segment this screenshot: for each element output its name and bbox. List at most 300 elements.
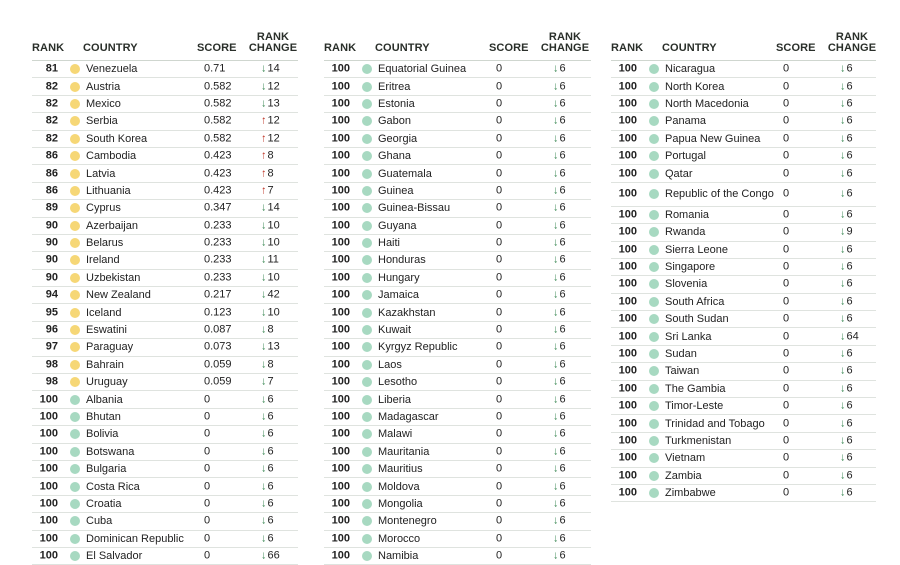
rank-change-cell (261, 481, 274, 492)
table-row (324, 270, 591, 287)
arrow-down-icon: ↓ (553, 497, 559, 510)
score-cell: 0 (783, 451, 790, 464)
country-cell: Mongolia (378, 497, 423, 510)
yellow-dot-icon (70, 360, 80, 370)
country-cell: Trinidad and Tobago (665, 417, 765, 430)
rank-change-value: 8 (267, 358, 274, 371)
rank-change-value: 6 (559, 306, 566, 319)
green-dot-icon (649, 189, 659, 199)
country-cell: Guinea (378, 184, 414, 197)
rank-change-cell (261, 533, 274, 544)
green-dot-icon (362, 116, 372, 126)
score-cell: 0 (783, 208, 790, 221)
arrow-down-icon: ↓ (553, 358, 559, 371)
table-row (324, 548, 591, 565)
score-cell: 0.087 (204, 323, 232, 336)
score-cell: 0 (783, 260, 790, 273)
arrow-down-icon: ↓ (261, 445, 267, 458)
score-cell: 0 (783, 132, 790, 145)
rank-cell: 100 (331, 497, 350, 510)
country-cell: Ireland (86, 254, 120, 267)
rank-change-cell (840, 151, 853, 162)
rank-change-cell (553, 481, 566, 492)
green-dot-icon (70, 429, 80, 439)
green-dot-icon (649, 134, 659, 144)
rank-change-cell (261, 255, 279, 266)
arrow-down-icon: ↓ (553, 532, 559, 545)
rank-change-cell (553, 342, 566, 353)
green-dot-icon (649, 82, 659, 92)
table-row (611, 433, 876, 450)
table-row (32, 548, 298, 565)
rank-change-value: 6 (846, 114, 853, 127)
green-dot-icon (70, 516, 80, 526)
rank-change-value: 6 (559, 219, 566, 232)
green-dot-icon (362, 429, 372, 439)
rank-change-cell (840, 209, 853, 220)
rank-change-cell (840, 116, 853, 127)
rank-cell: 86 (45, 184, 58, 197)
score-cell: 0.423 (204, 184, 232, 197)
country-cell: Dominican Republic (86, 532, 184, 545)
table-body (324, 61, 591, 565)
rank-change-value: 6 (267, 393, 274, 406)
green-dot-icon (649, 262, 659, 272)
rank-change-value: 6 (559, 532, 566, 545)
rank-change-cell (840, 262, 853, 273)
table-row (32, 148, 298, 165)
score-cell: 0 (783, 347, 790, 360)
score-cell: 0 (496, 253, 503, 266)
country-cell: Liberia (378, 393, 412, 406)
country-cell: North Korea (665, 80, 725, 93)
table-row (611, 165, 876, 182)
arrow-down-icon: ↓ (261, 323, 267, 336)
arrow-down-icon: ↓ (261, 497, 267, 510)
ranking-table-column-2 (324, 30, 591, 565)
rank-change-cell (553, 151, 566, 162)
yellow-dot-icon (70, 377, 80, 387)
arrow-down-icon: ↓ (840, 62, 846, 75)
rank-change-cell (261, 203, 280, 214)
rank-change-value: 6 (846, 347, 853, 360)
rank-change-cell (840, 64, 853, 75)
arrow-down-icon: ↓ (261, 514, 267, 527)
score-cell: 0.059 (204, 375, 232, 388)
country-cell: Croatia (86, 497, 122, 510)
country-cell: Slovenia (665, 278, 708, 291)
country-cell: Costa Rica (86, 480, 140, 493)
rank-change-cell (261, 342, 280, 353)
yellow-dot-icon (70, 221, 80, 231)
country-cell: Rwanda (665, 226, 706, 239)
rank-change-value: 6 (559, 480, 566, 493)
arrow-down-icon: ↓ (261, 427, 267, 440)
rank-change-cell (553, 290, 566, 301)
table-row (611, 207, 876, 224)
rank-cell: 100 (618, 243, 637, 256)
yellow-dot-icon (70, 255, 80, 265)
table-row (324, 183, 591, 200)
table-row (611, 363, 876, 380)
rank-cell: 90 (45, 253, 58, 266)
yellow-dot-icon (70, 151, 80, 161)
rank-change-value: 6 (559, 80, 566, 93)
arrow-down-icon: ↓ (553, 445, 559, 458)
arrow-down-icon: ↓ (553, 340, 559, 353)
score-cell: 0 (783, 434, 790, 447)
rank-change-cell (261, 116, 280, 127)
table-row (32, 357, 298, 374)
green-dot-icon (70, 482, 80, 492)
table-row (324, 391, 591, 408)
score-cell: 0 (783, 277, 790, 290)
rank-change-cell (261, 464, 274, 475)
rank-change-value: 6 (846, 97, 853, 110)
rank-change-value: 6 (559, 358, 566, 371)
yellow-dot-icon (70, 64, 80, 74)
arrow-down-icon: ↓ (553, 306, 559, 319)
green-dot-icon (362, 186, 372, 196)
table-row (611, 183, 876, 207)
table-row (32, 200, 298, 217)
country-cell: Albania (86, 393, 123, 406)
rank-change-value: 8 (267, 323, 274, 336)
country-cell: South Korea (86, 132, 148, 145)
green-dot-icon (649, 99, 659, 109)
score-cell: 0.582 (204, 132, 232, 145)
table-row (324, 218, 591, 235)
score-cell: 0 (783, 312, 790, 325)
arrow-down-icon: ↓ (553, 97, 559, 110)
rank-change-value: 6 (267, 410, 274, 423)
country-cell: Panama (665, 115, 706, 128)
rank-change-cell (840, 314, 853, 325)
table-row (611, 294, 876, 311)
rank-cell: 100 (618, 62, 637, 75)
rank-cell: 90 (45, 219, 58, 232)
score-cell: 0 (496, 462, 503, 475)
header-rank-change: RANK CHANGE (827, 31, 877, 54)
country-cell: Mexico (86, 97, 121, 110)
rank-cell: 100 (39, 410, 58, 423)
rank-cell: 100 (39, 393, 58, 406)
rank-change-value: 14 (267, 201, 280, 214)
rank-change-cell (840, 189, 853, 200)
rank-cell: 98 (45, 358, 58, 371)
score-cell: 0 (783, 382, 790, 395)
yellow-dot-icon (70, 99, 80, 109)
green-dot-icon (362, 255, 372, 265)
rank-cell: 100 (331, 253, 350, 266)
rank-cell: 100 (39, 532, 58, 545)
country-cell: Madagascar (378, 411, 439, 423)
score-cell: 0 (496, 514, 503, 527)
country-cell: Botswana (86, 445, 135, 458)
table-row (324, 444, 591, 461)
green-dot-icon (362, 273, 372, 283)
rank-change-value: 6 (559, 462, 566, 475)
green-dot-icon (649, 436, 659, 446)
table-row (32, 339, 298, 356)
green-dot-icon (649, 419, 659, 429)
arrow-down-icon: ↓ (261, 358, 267, 371)
country-cell: Eritrea (378, 80, 411, 93)
header-score: SCORE (197, 42, 237, 54)
table-row (32, 304, 298, 321)
table-row (324, 478, 591, 495)
arrow-down-icon: ↓ (553, 167, 559, 180)
rank-change-cell (261, 151, 274, 162)
score-cell: 0 (204, 410, 211, 423)
rank-change-cell (261, 98, 280, 109)
table-row (324, 131, 591, 148)
rank-cell: 100 (39, 462, 58, 475)
rank-change-value: 6 (846, 382, 853, 395)
score-cell: 0.073 (204, 340, 232, 353)
rank-cell: 100 (331, 114, 350, 127)
arrow-down-icon: ↓ (840, 469, 846, 482)
green-dot-icon (362, 82, 372, 92)
rank-change-value: 6 (267, 514, 274, 527)
table-row (324, 496, 591, 513)
table-row (324, 409, 591, 426)
table-row (324, 148, 591, 165)
arrow-down-icon: ↓ (553, 132, 559, 145)
country-cell: Uzbekistan (86, 271, 141, 284)
rank-change-value: 6 (846, 469, 853, 482)
country-cell: Bhutan (86, 411, 121, 423)
rank-change-value: 14 (267, 62, 280, 75)
green-dot-icon (70, 534, 80, 544)
green-dot-icon (362, 395, 372, 405)
table-row (324, 61, 591, 78)
table-body (611, 61, 876, 502)
rank-cell: 100 (39, 549, 58, 562)
rank-change-cell (840, 331, 859, 342)
arrow-down-icon: ↓ (261, 271, 267, 284)
rank-change-cell (553, 377, 566, 388)
country-cell: Hungary (378, 271, 420, 284)
score-cell: 0 (783, 295, 790, 308)
arrow-down-icon: ↓ (553, 514, 559, 527)
country-cell: Cyprus (86, 202, 121, 215)
rank-change-value: 6 (559, 497, 566, 510)
rank-cell: 100 (618, 167, 637, 180)
rank-cell: 100 (331, 201, 350, 214)
arrow-down-icon: ↓ (553, 80, 559, 93)
rank-cell: 90 (45, 271, 58, 284)
rank-change-value: 6 (559, 375, 566, 388)
rank-change-cell (553, 359, 566, 370)
country-cell: Mauritania (378, 445, 430, 458)
arrow-up-icon: ↑ (261, 132, 267, 145)
table-row (611, 224, 876, 241)
table-row (324, 531, 591, 548)
rank-cell: 100 (39, 445, 58, 458)
rank-change-value: 7 (267, 375, 274, 388)
rank-cell: 100 (39, 480, 58, 493)
score-cell: 0 (204, 549, 211, 562)
rank-change-cell (261, 220, 280, 231)
table-row (611, 61, 876, 78)
score-cell: 0 (204, 497, 211, 510)
rank-change-value: 6 (559, 393, 566, 406)
score-cell: 0 (496, 375, 503, 388)
score-cell: 0.582 (204, 97, 232, 110)
table-row (611, 276, 876, 293)
score-cell: 0 (783, 469, 790, 482)
score-cell: 0 (783, 243, 790, 256)
arrow-down-icon: ↓ (261, 462, 267, 475)
green-dot-icon (649, 349, 659, 359)
rank-cell: 94 (45, 288, 58, 301)
rank-change-value: 6 (559, 149, 566, 162)
arrow-down-icon: ↓ (553, 219, 559, 232)
rank-change-cell (553, 498, 566, 509)
rank-change-cell (840, 453, 853, 464)
rank-change-value: 6 (846, 364, 853, 377)
rank-change-cell (840, 366, 853, 377)
rank-cell: 97 (45, 340, 58, 353)
rank-change-value: 12 (267, 114, 280, 127)
header-rank-change: RANK CHANGE (248, 31, 298, 54)
rank-change-cell (553, 325, 566, 336)
rank-change-cell (553, 203, 566, 214)
rank-change-value: 6 (559, 445, 566, 458)
rank-change-value: 12 (267, 80, 280, 93)
rank-cell: 100 (618, 486, 637, 499)
rank-cell: 100 (331, 306, 350, 319)
country-cell: Sierra Leone (665, 243, 728, 256)
arrow-down-icon: ↓ (553, 549, 559, 562)
country-cell: Portugal (665, 150, 706, 163)
table-row (611, 113, 876, 130)
rank-change-cell (840, 383, 853, 394)
green-dot-icon (649, 401, 659, 411)
table-row (324, 235, 591, 252)
rank-change-value: 6 (559, 201, 566, 214)
country-cell: Singapore (665, 261, 716, 274)
rank-change-cell (840, 349, 853, 360)
arrow-down-icon: ↓ (261, 80, 267, 93)
rank-change-value: 8 (267, 167, 274, 180)
table-row (32, 165, 298, 182)
score-cell: 0 (783, 330, 790, 343)
score-cell: 0 (496, 62, 503, 75)
arrow-down-icon: ↓ (840, 347, 846, 360)
rank-cell: 100 (39, 427, 58, 440)
green-dot-icon (362, 377, 372, 387)
rank-change-value: 6 (559, 114, 566, 127)
rank-change-value: 6 (846, 486, 853, 499)
green-dot-icon (70, 499, 80, 509)
table-row (324, 374, 591, 391)
table-row (324, 461, 591, 478)
header-rank: RANK (324, 42, 357, 54)
score-cell: 0 (783, 97, 790, 110)
rank-cell: 100 (331, 184, 350, 197)
yellow-dot-icon (70, 238, 80, 248)
country-cell: Vietnam (665, 452, 706, 465)
green-dot-icon (649, 453, 659, 463)
rank-change-cell (261, 307, 280, 318)
table-row (611, 96, 876, 113)
rank-change-cell (553, 551, 566, 562)
table-row (324, 513, 591, 530)
yellow-dot-icon (70, 273, 80, 283)
country-cell: Austria (86, 80, 121, 93)
rank-change-value: 13 (267, 97, 280, 110)
arrow-down-icon: ↓ (840, 187, 846, 200)
country-cell: North Macedonia (665, 97, 749, 110)
score-cell: 0 (496, 184, 503, 197)
country-cell: Gabon (378, 115, 412, 128)
green-dot-icon (362, 464, 372, 474)
score-cell: 0 (783, 167, 790, 180)
green-dot-icon (362, 99, 372, 109)
rank-cell: 81 (45, 62, 58, 75)
score-cell: 0 (204, 532, 211, 545)
rank-change-value: 6 (559, 340, 566, 353)
rank-change-cell (553, 533, 566, 544)
arrow-down-icon: ↓ (840, 312, 846, 325)
green-dot-icon (649, 151, 659, 161)
table-row (32, 78, 298, 95)
country-cell: Kuwait (378, 324, 412, 337)
table-row (32, 287, 298, 304)
green-dot-icon (362, 221, 372, 231)
rank-change-value: 6 (846, 277, 853, 290)
rank-change-value: 6 (267, 445, 274, 458)
green-dot-icon (649, 297, 659, 307)
rank-cell: 100 (618, 132, 637, 145)
score-cell: 0.217 (204, 288, 232, 301)
rank-cell: 100 (331, 149, 350, 162)
arrow-down-icon: ↓ (553, 149, 559, 162)
rank-cell: 82 (45, 132, 58, 145)
country-cell: Malawi (378, 428, 413, 441)
green-dot-icon (70, 395, 80, 405)
score-cell: 0 (496, 80, 503, 93)
header-country: COUNTRY (375, 42, 430, 54)
score-cell: 0 (783, 114, 790, 127)
rank-change-value: 6 (559, 323, 566, 336)
green-dot-icon (362, 499, 372, 509)
rank-change-cell (261, 377, 274, 388)
header-rank-change: RANK CHANGE (540, 31, 590, 54)
rank-change-value: 6 (846, 399, 853, 412)
green-dot-icon (362, 238, 372, 248)
table-row (32, 322, 298, 339)
rank-cell: 100 (331, 288, 350, 301)
rank-change-cell (553, 81, 566, 92)
rank-cell: 100 (618, 149, 637, 162)
country-cell: Venezuela (86, 63, 138, 76)
rank-change-cell (261, 551, 280, 562)
rank-cell: 100 (331, 80, 350, 93)
rank-change-cell (553, 272, 566, 283)
arrow-down-icon: ↓ (840, 80, 846, 93)
green-dot-icon (70, 551, 80, 561)
score-cell: 0.582 (204, 80, 232, 93)
score-cell: 0 (496, 427, 503, 440)
rank-cell: 100 (331, 236, 350, 249)
country-cell: Turkmenistan (665, 435, 732, 447)
arrow-down-icon: ↓ (553, 184, 559, 197)
country-cell: Taiwan (665, 365, 700, 378)
score-cell: 0 (496, 149, 503, 162)
